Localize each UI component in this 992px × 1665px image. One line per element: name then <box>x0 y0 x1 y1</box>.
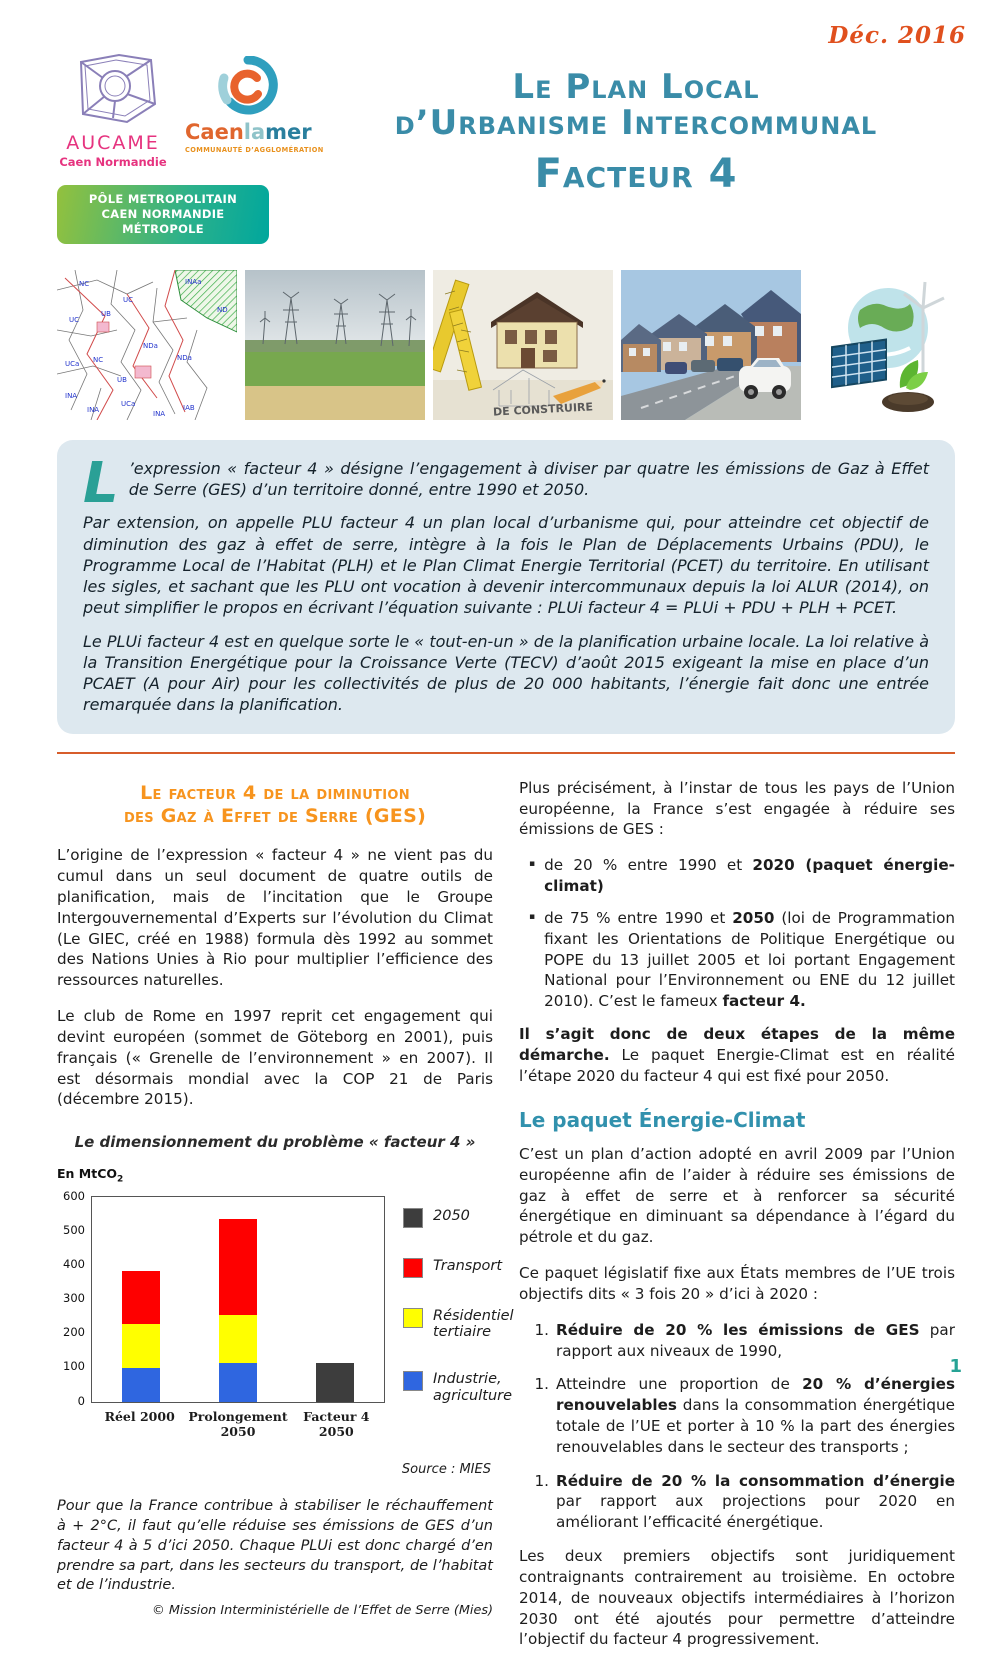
svg-text:ND: ND <box>217 305 228 314</box>
section-divider <box>57 752 955 754</box>
content-columns <box>57 778 955 1665</box>
photo-pylons-field <box>245 270 425 420</box>
y-tick-label: 500 <box>63 1222 85 1237</box>
pole-metropolitain-badge <box>57 185 269 244</box>
chart-unit-sub: 2 <box>117 1174 124 1185</box>
dropcap: L <box>83 450 119 516</box>
svg-text:INA: INA <box>153 409 166 418</box>
right-paragraph-1: Plus précisément, à l’instar de tous les pays de l’Union européenne, la France s’est engagée à réduire ses émissions de GES : <box>519 778 955 839</box>
chart-legend <box>403 1196 514 1405</box>
legend-swatch <box>403 1208 423 1228</box>
header <box>57 52 955 244</box>
legend-swatch <box>403 1258 423 1278</box>
svg-text:INA: INA <box>65 391 78 400</box>
svg-text:NC: NC <box>79 279 90 288</box>
legend-item <box>403 1308 514 1341</box>
bar-segment <box>219 1315 257 1363</box>
stacked-bar <box>316 1363 354 1402</box>
x-category-label: Facteur 4 2050 <box>303 1409 370 1440</box>
intro-paragraph-1 <box>83 450 929 516</box>
right-paragraph-5: Les deux premiers objectifs sont juridiquement contraignants contrairement au troisième. En octobre 2014, de nouveaux objectifs intermédiaires à l’horizon 2030 ont été ajoutés pour permettre d’atteindre l’objectif du facteur 4 progressivement. <box>519 1547 955 1649</box>
square-bullet-icon: ▪ <box>529 859 536 870</box>
caenlamer-subtitle: COMMUNAUTÉ D’AGGLOMÉRATION <box>185 146 324 154</box>
right-paragraph-2: Il s’agit donc de deux étapes de la même démarche. Le paquet Energie-Climat est en réalité l’étape 2020 du facteur 4 qui est fixé pour 2050. <box>519 1025 955 1085</box>
chart-plot <box>91 1196 385 1403</box>
heading-line1: Le facteur 4 de la diminution <box>140 781 410 804</box>
pole-line2: CAEN NORMANDIE MÉTROPOLE <box>101 206 225 236</box>
square-bullet-icon: ▪ <box>529 911 536 922</box>
bullet-text: de 75 % entre 1990 et 2050 (loi de Programmation fixant les Orientations de Politique Energétique ou POPE du 13 juillet 2005 et loi portant Engagement National pour l’Environnement ou ENE du 12 juillet 2010). C’est le fameux facteur 4. <box>544 908 955 1011</box>
bar-segment <box>219 1363 257 1402</box>
svg-text:DE CONSTRUIRE: DE CONSTRUIRE <box>492 400 594 419</box>
bullet-list <box>519 855 955 1012</box>
svg-text:NC: NC <box>93 355 104 364</box>
page <box>57 0 955 1665</box>
legend-label: Résidentiel tertiaire <box>433 1307 514 1341</box>
left-column <box>57 778 514 1665</box>
y-tick-label: 100 <box>63 1359 85 1374</box>
numbered-list <box>519 1320 955 1533</box>
svg-text:UC: UC <box>123 295 134 304</box>
bar-segment <box>122 1271 160 1324</box>
bullet-item <box>529 855 955 897</box>
svg-text:UB: UB <box>101 309 111 318</box>
caenlamer-word-la: la <box>243 120 266 144</box>
legend-item <box>403 1371 514 1404</box>
numbered-item <box>531 1374 955 1457</box>
svg-text:UCa: UCa <box>65 359 80 368</box>
left-column-heading <box>57 782 493 830</box>
heading-line2: des Gaz à Effet de Serre (GES) <box>123 805 427 828</box>
bar-segment <box>122 1368 160 1402</box>
legend-swatch <box>403 1308 423 1328</box>
intro-paragraph-2: Par extension, on appelle PLU facteur 4 un plan local d’urbanisme qui, pour atteindre cet objectif de diminution des gaz à effet de serre, intègre à la fois le Plan de Déplacements Urbains (PDU), le Programme Local de l’Habitat (PLH) et le Plan Climat Energie Territorial (PCET) du territoire. En utilisant les sigles, et sachant que les PLU ont vocation à devenir intercommunaux depuis la loi ALUR (2014), on peut simplifier le propos en écrivant l’équation suivante : PLUi facteur 4 = PLUi + PDU + PLH + PCET. <box>83 513 929 618</box>
item-number: 1. <box>534 1471 549 1490</box>
legend-label: Industrie, agriculture <box>433 1370 513 1404</box>
bullet-text: de 20 % entre 1990 et 2020 (paquet énergie-climat) <box>544 856 955 896</box>
bullet-item <box>529 908 955 1012</box>
caenlamer-wordmark <box>185 122 310 143</box>
svg-text:INAa: INAa <box>185 277 202 286</box>
numbered-item <box>531 1320 955 1362</box>
photo-renewable-energy <box>826 270 948 420</box>
legend-label: 2050 <box>433 1207 470 1224</box>
svg-text:UCa: UCa <box>121 399 136 408</box>
chart-y-axis <box>57 1188 91 1408</box>
right-column <box>519 778 955 1665</box>
svg-text:IAB: IAB <box>183 403 195 412</box>
photo-zoning-map <box>57 270 237 420</box>
bar-segment <box>316 1363 354 1402</box>
item-number: 1. <box>534 1320 549 1339</box>
stacked-bar <box>122 1271 160 1402</box>
caenlamer-logo <box>185 52 324 154</box>
chart-caption: Pour que la France contribue à stabiliser le réchauffement à + 2°C, il faut qu’elle réduise ses émissions de GES d’un facteur 4 à 5 d’ici 2050. Chaque PLUi est donc chargé d’en prendre sa part, dans les secteurs du transport, de l’habitat et de l’industrie. <box>57 1498 493 1594</box>
item-text: Réduire de 20 % la consommation d’énergie par rapport aux projections pour 2020 en améliorant l’efficacité énergétique. <box>556 1471 955 1532</box>
x-category-label: Prolongement 2050 <box>188 1409 288 1440</box>
y-tick-label: 400 <box>63 1256 85 1271</box>
bar-2 <box>189 1197 286 1402</box>
legend-item <box>403 1258 514 1278</box>
intro-p1-text: ’expression « facteur 4 » désigne l’engagement à diviser par quatre les émissions de Gaz à Effet de Serre (GES) d’un territoire donné, entre 1990 et 2050. <box>128 458 929 500</box>
aucame-sketch-icon <box>67 111 159 130</box>
y-tick-label: 600 <box>63 1188 85 1203</box>
y-tick-label: 0 <box>77 1393 85 1408</box>
caenlamer-word-mer: mer <box>265 120 312 144</box>
chart-source: Source : MIES <box>401 1462 491 1478</box>
svg-text:INA: INA <box>87 405 100 414</box>
chart-title: Le dimensionnement du problème « facteur 4 » <box>74 1133 476 1152</box>
issue-date: Déc. 2016 <box>828 22 966 49</box>
chart-x-labels <box>91 1404 385 1439</box>
item-text: Réduire de 20 % les émissions de GES par rapport aux niveaux de 1990, <box>556 1320 955 1360</box>
logo-block <box>57 52 324 244</box>
intro-box <box>57 440 955 734</box>
stacked-bar <box>219 1219 257 1402</box>
left-paragraph-1: L’origine de l’expression « facteur 4 » ne vient pas du cumul dans un seul document de quatre outils de planification, mais de l’incitation que le Groupe Intergouvernemental d’Experts sur l’évolution du Climat (Le GIEC, créé en 1988) formula dès 1992 au sommet des Nations Unies à Rio pour multiplier l’efficience des ressources naturelles. <box>57 846 493 990</box>
page-number: 1 <box>949 1356 962 1377</box>
document-title <box>317 67 955 244</box>
pole-line1: PÔLE METROPOLITAIN <box>88 192 238 206</box>
caenlamer-word-caen: Caen <box>185 120 244 144</box>
intro-paragraph-3: Le PLUi facteur 4 est en quelque sorte le « tout-en-un » de la planification urbaine locale. La loi relative à la Transition Energétique pour la Croissance Verte (TECV) d’août 2015 exigeant la mise en place d’un PCAET (A pour Air) pour les collectivités de plus de 20 000 habitants, l’énergie fait donc une entrée remarquée dans la planification. <box>83 631 929 715</box>
svg-text:NDa: NDa <box>143 341 158 350</box>
bar-3 <box>287 1197 384 1402</box>
aucame-logo <box>57 52 169 169</box>
photo-building-permit <box>433 270 613 420</box>
item-number: 1. <box>534 1375 549 1394</box>
legend-swatch <box>403 1371 423 1391</box>
title-line1: Le Plan Local <box>512 67 760 107</box>
bar-segment <box>219 1219 257 1315</box>
right-paragraph-4: Ce paquet législatif fixe aux États membres de l’UE trois objectifs dits « 3 fois 20 » d’ici à 2020 : <box>519 1264 955 1303</box>
logo-row <box>57 52 324 169</box>
aucame-subtitle: Caen Normandie <box>59 155 167 169</box>
y-tick-label: 300 <box>63 1291 85 1306</box>
subheading-paquet-energie-climat: Le paquet Énergie-Climat <box>519 1107 806 1132</box>
numbered-item <box>531 1471 955 1533</box>
chart-credit: © Mission Interministérielle de l’Effet de Serre (Mies) <box>152 1603 493 1619</box>
title-line2: d’Urbanisme Intercommunal <box>394 102 878 143</box>
chart-unit-text: En MtCO <box>57 1165 118 1181</box>
right-paragraph-3: C’est un plan d’action adopté en avril 2009 par l’Union européenne afin de l’aider à réduire ses émissions de gaz à effet de serre et à renforcer sa sécurité énergétique en diminuant sa dépendance à l’égard du pétrole et du gaz. <box>519 1144 955 1247</box>
svg-text:UB: UB <box>117 375 127 384</box>
left-paragraph-2: Le club de Rome en 1997 reprit cet engagement qui devint européen (sommet de Göteborg en 2001), puis français (« Grenelle de l’environnement » en 2007). Il est désormais mondial avec la COP 21 de Paris (décembre 2015). <box>57 1007 493 1109</box>
item-text: Atteindre une proportion de 20 % d’énergies renouvelables dans la consommation énergétique totale de l’UE et porter à 10 % la part des énergies renouvelables dans le secteur des transports ; <box>556 1375 955 1456</box>
emissions-chart <box>57 1165 514 1479</box>
title-line3: Facteur 4 <box>534 151 738 198</box>
photo-residential-street <box>621 270 801 420</box>
photo-strip <box>57 270 955 420</box>
y-tick-label: 200 <box>63 1325 85 1340</box>
chart-body <box>57 1188 514 1408</box>
x-category-label: Réel 2000 <box>104 1409 175 1425</box>
aucame-name: AUCAME <box>66 132 160 154</box>
legend-item <box>403 1208 514 1228</box>
svg-text:NDa: NDa <box>177 353 192 362</box>
legend-label: Transport <box>433 1257 503 1274</box>
chart-unit-label <box>57 1165 493 1186</box>
bar-segment <box>122 1324 160 1368</box>
bar-1 <box>92 1197 189 1402</box>
svg-text:UC: UC <box>69 315 80 324</box>
